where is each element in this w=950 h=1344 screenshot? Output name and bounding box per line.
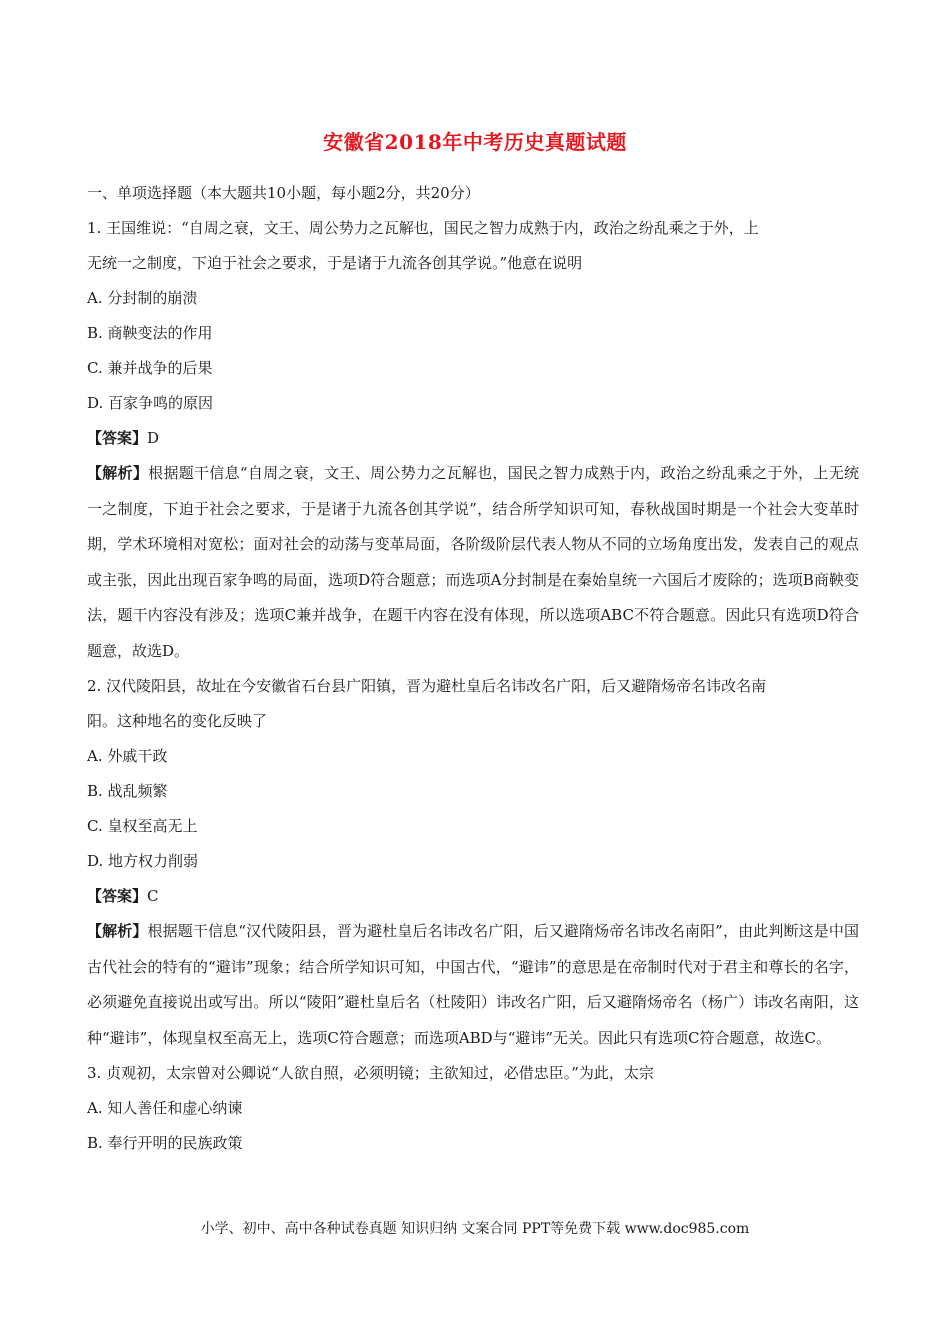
question-1-answer (87, 421, 859, 456)
answer-label: 【答案】 (87, 887, 148, 905)
document-body (87, 176, 859, 1161)
question-2-option-c: C. 皇权至高无上 (87, 817, 198, 835)
question-2-option-a: A. 外戚干政 (87, 747, 168, 765)
question-3-stem-line-1: 3. 贞观初，太宗曾对公卿说“人欲自照，必须明镜；主欲知过，必借忠臣。”为此，太宗 (87, 1064, 654, 1082)
question-1-option-d: D. 百家争鸣的原因 (87, 394, 214, 412)
answer-value: C (147, 887, 159, 905)
question-1-option-c: C. 兼并战争的后果 (87, 359, 213, 377)
analysis-text: 根据题干信息“汉代陵阳县，晋为避杜皇后名讳改名广阳，后又避隋炀帝名讳改名南阳”，由此判断这是中国古代社会的特有的“避讳”现象；结合所学知识可知，中国古代，“避讳”的意思是在帝制时代对于君主和尊长的名字，必须避免直接说出或写出。所以“陵阳”避杜皇后名（杜陵阳）讳改名广阳，后又避隋炀帝名（杨广）讳改名南阳，这种“避讳”，体现皇权至高无上，选项C符合题意；而选项ABD与“避讳”无关。因此只有选项C符合题意，故选C。 (87, 922, 859, 1047)
question-1-option-b: B. 商鞅变法的作用 (87, 324, 213, 342)
question-3-option-b: B. 奉行开明的民族政策 (87, 1134, 243, 1152)
answer-value: D (147, 429, 160, 447)
question-2-stem-line-1: 2. 汉代陵阳县，故址在今安徽省石台县广阳镇，晋为避杜皇后名讳改名广阳，后又避隋炀帝名讳改名南 (87, 677, 767, 695)
question-1-analysis (87, 456, 859, 669)
answer-label: 【答案】 (87, 429, 148, 447)
question-2-stem-line-2: 阳。这种地名的变化反映了 (87, 712, 268, 730)
question-1-stem-line-1: 1. 王国维说：“自周之衰，文王、周公势力之瓦解也，国民之智力成熟于内，政治之纷乱乘之于外，上 (87, 219, 759, 237)
question-2-analysis (87, 914, 859, 1056)
question-1-option-a: A. 分封制的崩溃 (87, 289, 198, 307)
question-1-stem-line-2: 无统一之制度，下迫于社会之要求，于是诸于九流各创其学说。”他意在说明 (87, 254, 583, 272)
question-3-option-a: A. 知人善任和虚心纳谏 (87, 1099, 243, 1117)
page-footer: 小学、初中、高中各种试卷真题 知识归纳 文案合同 PPT等免费下载 www.doc985.com (200, 1221, 750, 1237)
analysis-text: 根据题干信息“自周之衰，文王、周公势力之瓦解也，国民之智力成熟于内，政治之纷乱乘之于外，上无统一之制度，下迫于社会之要求，于是诸于九流各创其学说”，结合所学知识可知，春秋战国时期是一个社会大变革时期，学术环境相对宽松；面对社会的动荡与变革局面，各阶级阶层代表人物从不同的立场角度出发，发表自己的观点或主张，因此出现百家争鸣的局面，选项D符合题意；而选项A分封制是在秦始皇统一六国后才废除的；选项B商鞅变法，题干内容没有涉及；选项C兼并战争，在题干内容在没有体现，所以选项ABC不符合题意。因此只有选项D符合题意，故选D。 (87, 464, 859, 660)
document-title: 安徽省2018年中考历史真题试题 (323, 130, 627, 154)
section-heading: 一、单项选择题（本大题共10小题，每小题2分，共20分） (87, 184, 480, 202)
analysis-label: 【解析】 (87, 464, 149, 482)
question-2-option-b: B. 战乱频繁 (87, 782, 168, 800)
question-2-option-d: D. 地方权力削弱 (87, 852, 199, 870)
question-2-answer (87, 879, 859, 914)
analysis-label: 【解析】 (87, 922, 148, 940)
